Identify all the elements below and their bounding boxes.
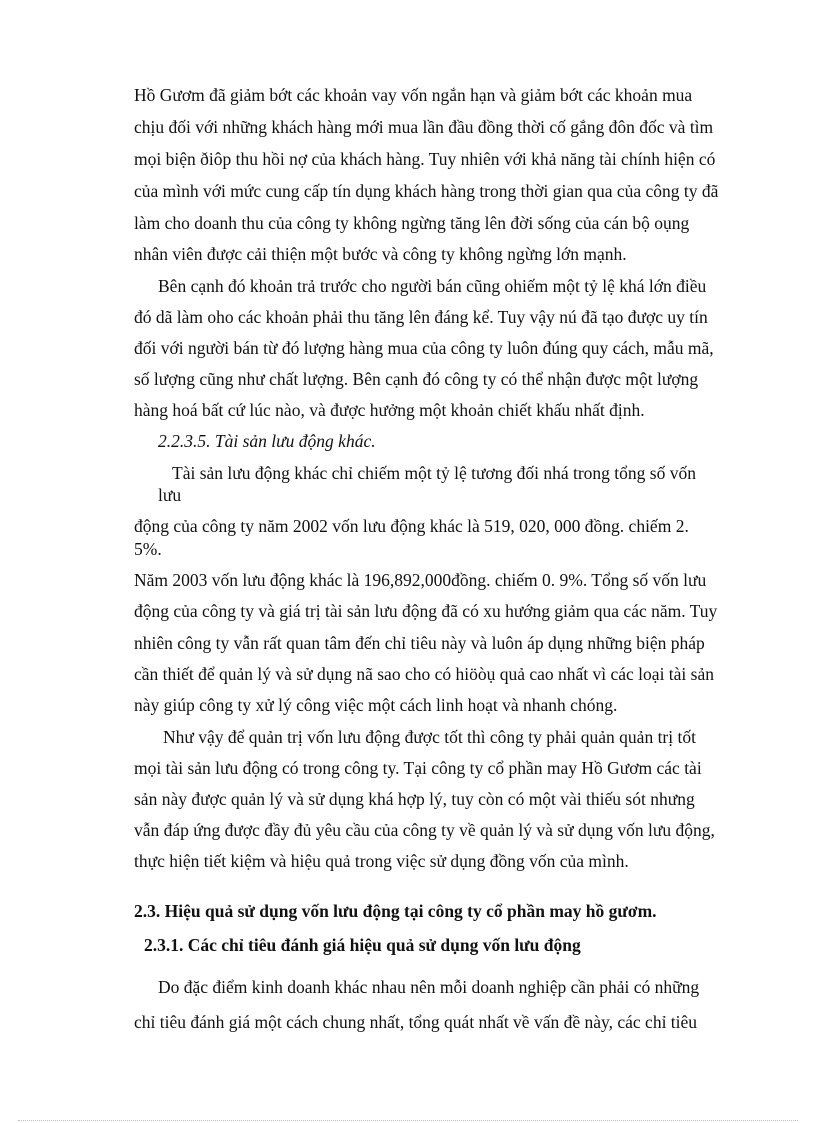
paragraph-line: Như vậy để quản trị vốn lưu động được tốt thì công ty phải quản quản trị tốt	[163, 727, 696, 747]
paragraph-line: đối với người bán từ đó lượng hàng mua của công ty luôn đúng quy cách, mẫu mã,	[134, 338, 714, 358]
paragraph-line: Bên cạnh đó khoản trả trước cho người bán cũng ohiếm một tỷ lệ khá lớn điều	[158, 276, 707, 296]
paragraph-line: đó dã làm oho các khoản phải thu tăng lên đáng kể. Tuy vậy nú đã tạo được uy tín	[134, 307, 708, 327]
paragraph-line: mọi tài sản lưu động có trong công ty. Tại công ty cổ phần may Hồ Gươm các tài	[134, 758, 702, 778]
paragraph-line: vẫn đáp ứng được đầy đủ yêu cầu của công ty về quản lý và sử dụng vốn lưu động,	[134, 820, 715, 840]
paragraph-line: lưu	[158, 485, 182, 505]
paragraph-line: hàng hoá bất cứ lúc nào, và được hưởng một khoản chiết khấu nhất định.	[134, 400, 645, 420]
subsection-heading: 2.3.1. Các chỉ tiêu đánh giá hiệu quả sử dụng vốn lưu động	[144, 935, 581, 955]
paragraph-line: động của công ty và giá trị tài sản lưu động đã có xu hướng giảm qua các năm. Tuy	[134, 601, 718, 621]
paragraph-line: Hồ Gươm đã giảm bớt các khoản vay vốn ngắn hạn và giảm bớt các khoản mua	[134, 85, 693, 105]
paragraph-line: thực hiện tiết kiệm và hiệu quả trong việc sử dụng đồng vốn của mình.	[134, 851, 629, 871]
paragraph-line: cần thiết để quản lý và sử dụng nã sao cho có hiöòụ quả cao nhất vì các loại tài sản	[134, 664, 714, 684]
paragraph-line: Tài sản lưu động khác chỉ chiếm một tỷ lệ tương đối nhá trong tổng số vốn	[172, 463, 696, 483]
paragraph-line: chịu đối với những khách hàng mới mua lần đầu đồng thời cố gắng đôn đốc và tìm	[134, 117, 714, 137]
paragraph-line: của mình với mức cung cấp tín dụng khách hàng trong thời gian qua của công ty đã	[134, 181, 719, 201]
paragraph-line: làm cho doanh thu của công ty không ngừng tăng lên đời sống của cán bộ oụng	[134, 213, 690, 233]
paragraph-line: Do đặc điểm kinh doanh khác nhau nên mỗi doanh nghiệp cần phải có những	[158, 977, 700, 997]
paragraph-line: 5%.	[134, 539, 162, 559]
subsection-heading: 2.2.3.5. Tài sản lưu động khác.	[158, 431, 376, 451]
section-heading: 2.3. Hiệu quả sử dụng vốn lưu động tại công ty cổ phần may hồ gươm.	[134, 901, 657, 921]
paragraph-line: nhiên công ty vẫn rất quan tâm đến chỉ tiêu này và luôn áp dụng những biện pháp	[134, 633, 705, 653]
paragraph-line: chỉ tiêu đánh giá một cách chung nhất, tổng quát nhất về vấn đề này, các chỉ tiêu	[134, 1012, 698, 1032]
paragraph-line: động của công ty năm 2002 vốn lưu động khác là 519, 020, 000 đồng. chiếm 2.	[134, 516, 689, 536]
page-footer-rule	[18, 1120, 798, 1121]
paragraph-line: nhân viên được cải thiện một bước và công ty không ngừng lớn mạnh.	[134, 244, 627, 264]
paragraph-line: này giúp công ty xử lý công việc một cách linh hoạt và nhanh chóng.	[134, 695, 618, 715]
paragraph-line: sản này được quản lý và sử dụng khá hợp lý, tuy còn có một vài thiếu sót nhưng	[134, 789, 695, 809]
paragraph-line: mọi biện ðiôp thu hồi nợ của khách hàng. Tuy nhiên với khả năng tài chính hiện có	[134, 149, 716, 169]
paragraph-line: Năm 2003 vốn lưu động khác là 196,892,000đồng. chiếm 0. 9%. Tổng số vốn lưu	[134, 570, 707, 590]
paragraph-line: số lượng cũng như chất lượng. Bên cạnh đó công ty có thể nhận được một lượng	[134, 369, 699, 389]
